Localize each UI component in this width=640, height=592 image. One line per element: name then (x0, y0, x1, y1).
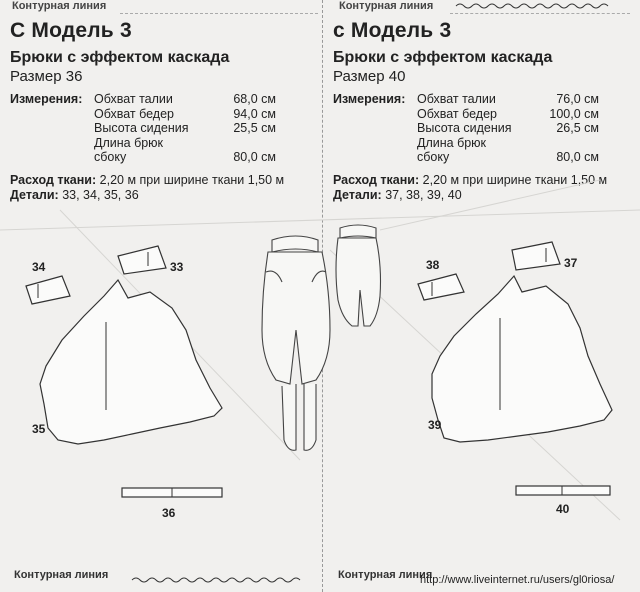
pattern-piece-34 (26, 276, 70, 304)
details-value: 33, 34, 35, 36 (62, 187, 139, 202)
fabric-value: 2,20 м при ширине ткани 1,50 м (422, 172, 608, 187)
measure-name: Обхват талии (94, 92, 173, 106)
pattern-piece-37 (512, 242, 560, 270)
contour-line-label-bottom-left: Контурная линия (14, 569, 109, 581)
contour-line-label-bottom-right: Контурная линия (338, 569, 433, 581)
measure-value: 76,0 см (556, 92, 599, 106)
left-model-subtitle: Брюки с эффектом каскада (10, 49, 230, 66)
measure-name: сбоку (417, 150, 450, 164)
piece-number-36: 36 (162, 506, 176, 520)
measure-value: 80,0 см (233, 150, 276, 164)
measure-name: Обхват талии (417, 92, 496, 106)
measure-name: Длина брюк (417, 135, 487, 150)
piece-number-40: 40 (556, 502, 570, 516)
measure-value: 68,0 см (233, 92, 276, 106)
left-model-title: С Модель 3 (10, 19, 132, 42)
fabric-label: Расход ткани: (10, 172, 97, 187)
measure-value: 80,0 см (556, 150, 599, 164)
right-model-subtitle: Брюки с эффектом каскада (333, 49, 553, 66)
measure-name: Обхват бедер (417, 106, 497, 121)
piece-number-34: 34 (32, 260, 46, 274)
pattern-piece-36 (122, 488, 222, 497)
measure-label: Измерения: (333, 92, 406, 106)
measure-name: Длина брюк (94, 135, 164, 150)
measure-value: 94,0 см (233, 106, 276, 121)
measure-label: Измерения: (10, 92, 83, 106)
piece-number-37: 37 (564, 256, 578, 270)
contour-line-label-top-right: Контурная линия (339, 0, 434, 12)
left-model-size: Размер 36 (10, 68, 83, 85)
pattern-piece-35 (40, 280, 222, 444)
fabric-label: Расход ткани: (333, 172, 420, 187)
right-model-size: Размер 40 (333, 68, 406, 85)
pattern-piece-33 (118, 246, 166, 274)
details-label: Детали: (10, 187, 59, 202)
contour-line-label-top-left: Контурная линия (12, 0, 107, 12)
pattern-piece-38 (418, 274, 464, 300)
trousers-sketch-back (336, 225, 381, 326)
fabric-value: 2,20 м при ширине ткани 1,50 м (99, 172, 285, 187)
pattern-piece-40 (516, 486, 610, 495)
piece-number-39: 39 (428, 418, 442, 432)
piece-number-35: 35 (32, 422, 46, 436)
measure-name: сбоку (94, 150, 127, 164)
measure-name: Обхват бедер (94, 106, 174, 121)
measure-value: 100,0 см (549, 106, 599, 121)
contour-wave-top-right (456, 4, 608, 8)
measure-value: 26,5 см (556, 121, 599, 135)
contour-wave-bottom-left (132, 578, 300, 582)
details-value: 37, 38, 39, 40 (385, 187, 462, 202)
pattern-piece-39 (432, 276, 612, 442)
measure-name: Высота сидения (417, 121, 512, 135)
piece-number-38: 38 (426, 258, 440, 272)
trousers-sketch-front (262, 236, 330, 450)
measure-value: 25,5 см (233, 121, 276, 135)
measure-name: Высота сидения (94, 121, 189, 135)
piece-number-33: 33 (170, 260, 184, 274)
watermark-url: http://www.liveinternet.ru/users/gl0riosa/ (420, 574, 615, 586)
right-model-title: с Модель 3 (333, 19, 452, 42)
details-label: Детали: (333, 187, 382, 202)
